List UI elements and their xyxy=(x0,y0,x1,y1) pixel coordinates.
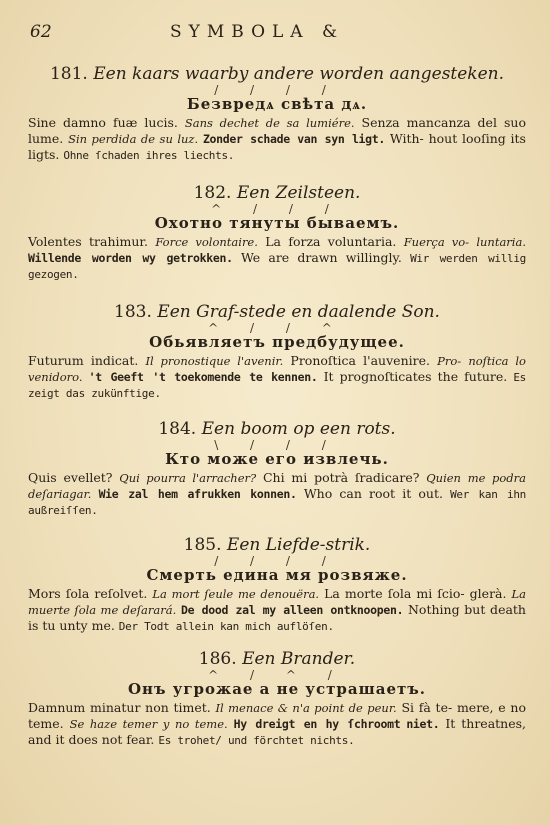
motto-text: Senza mancanza del xyxy=(354,115,497,130)
slavonic-motto: Кто може его извлечь. xyxy=(165,450,389,468)
motto-text: We are drawn willingly. xyxy=(232,250,402,265)
motto-italic: Pro- xyxy=(437,354,462,368)
motto-text: Futurum indicat. xyxy=(28,353,146,368)
motto-text: mere, e no teme. xyxy=(28,700,526,731)
motto-dutch: Zonder schade van syn ligt. xyxy=(202,132,386,146)
motto-dutch: niet. xyxy=(406,717,440,731)
slavonic-motto: Безвредѧ свѣта дѧ. xyxy=(186,95,368,113)
page-header xyxy=(30,22,520,46)
motto-italic: Sin perdida de su luz. xyxy=(68,132,199,146)
emblem-title xyxy=(28,419,526,439)
motto-german: Wer kan ihn außreiſſen. xyxy=(28,488,526,517)
accent-marks: / / / / xyxy=(214,83,340,97)
motto-italic: noſtica lo venidoro. xyxy=(28,354,526,384)
motto-italic: Quien xyxy=(426,471,461,485)
motto-text: glerà. xyxy=(469,586,512,601)
motto-text: Nothing but death is tu unty me. xyxy=(28,602,526,633)
motto-italic: Qui pourra l'arracher? xyxy=(119,471,257,485)
emblem-name: Een Brander. xyxy=(242,649,356,669)
motto-text: the future. xyxy=(437,369,514,384)
motto-text: Volentes trahimur. xyxy=(28,234,156,249)
emblem-name: Een Graf-stede en daalende Son. xyxy=(157,302,440,322)
motto-italic: La muerte ſola me deſarará. xyxy=(28,587,527,617)
slavonic-motto: Смерть едина мя розвяже. xyxy=(146,566,408,584)
motto-text: La morte ſola mi ſcio- xyxy=(319,586,465,601)
accent-marks: ^ / ^ / xyxy=(208,668,346,682)
motto-text: La forza voluntaria. xyxy=(257,234,404,249)
emblem-number: 182. xyxy=(193,183,232,203)
motto-italic: Force volontaire. xyxy=(155,235,258,249)
motto-text: It prognoſticates xyxy=(317,369,432,384)
motto-text: Damnum minatur non timet. xyxy=(28,700,216,715)
emblem-title xyxy=(28,64,526,84)
motto-italic: me podra deſariagar. xyxy=(28,471,526,501)
motto-text: Mors ſola reſolvet. xyxy=(28,586,153,601)
emblem-translations xyxy=(28,115,526,163)
motto-text: With- xyxy=(385,131,424,146)
emblem-entry xyxy=(28,302,526,401)
accent-marks: ^ / / ^ xyxy=(208,321,346,335)
motto-text: Chi mi potrà ſradicare? xyxy=(256,470,427,485)
motto-italic: La mort ſeule me denouëra. xyxy=(152,587,320,601)
accent-marks: / / / / xyxy=(214,554,340,568)
motto-italic: Il pronostique l'avenir. xyxy=(145,354,284,368)
emblem-entry xyxy=(28,649,526,748)
emblem-title xyxy=(28,649,526,669)
motto-dutch: Hy dreigt en hy ſchroomt xyxy=(233,717,401,731)
emblem-number: 186. xyxy=(198,649,237,669)
emblem-translations xyxy=(28,700,526,748)
motto-text: hout looſing its ligts. xyxy=(28,131,526,162)
emblem-name: Een boom op een rots. xyxy=(201,419,396,439)
emblem-translations xyxy=(28,353,526,401)
motto-text: It threatnes, and it does not fear. xyxy=(28,716,527,747)
accent-marks: ^ / / / xyxy=(211,202,343,216)
motto-text: Quis evellet? xyxy=(28,470,120,485)
motto-italic: Il menace & n'a point de peur. xyxy=(215,701,397,715)
motto-german: Der Todt allein kan mich auflöſen. xyxy=(118,620,334,633)
emblem-number: 184. xyxy=(158,419,197,439)
motto-text: Who can root it xyxy=(296,486,412,501)
motto-dutch: 't Geeft 't toekomende te kennen. xyxy=(88,370,318,384)
slavonic-motto: Охотно тянуты бываемъ. xyxy=(154,214,400,232)
emblem-number: 181. xyxy=(49,64,88,84)
motto-text: Si fà te- xyxy=(396,700,453,715)
emblem-title xyxy=(28,183,526,203)
motto-text xyxy=(91,486,98,501)
motto-dutch: De dood zal my alleen ontknoopen. xyxy=(181,603,404,617)
emblem-number: 183. xyxy=(114,302,152,322)
motto-italic: Sans dechet de sa lumiére. xyxy=(184,116,355,130)
emblem-title xyxy=(28,302,526,322)
emblem-name: Een kaars waarby andere worden aangesteken. xyxy=(93,64,505,84)
slavonic-motto: Обьявляетъ предбудущее. xyxy=(149,333,405,351)
emblem-entry xyxy=(28,419,526,518)
emblem-entry xyxy=(28,183,526,282)
emblem-translations xyxy=(28,586,526,634)
emblem-entry xyxy=(28,64,526,163)
emblem-name: Een Zeilsteen. xyxy=(236,183,361,203)
motto-italic: Se haze temer y no teme. xyxy=(69,717,228,731)
motto-text: Sine damno fuæ lucis. xyxy=(28,115,185,130)
motto-dutch: Wie zal hem afrukken konnen. xyxy=(98,487,297,501)
motto-dutch: Willende worden wy getrokken. xyxy=(28,251,233,265)
motto-german: Es zeigt das zukünftige. xyxy=(28,371,526,400)
motto-german: Wir werden willig gezogen. xyxy=(28,252,526,281)
emblem-title xyxy=(28,535,526,555)
motto-german: Es trohet/ und förchtet nichts. xyxy=(158,734,355,747)
accent-marks: \ / / / xyxy=(214,438,340,452)
motto-text: out. xyxy=(418,486,451,501)
emblem-translations xyxy=(28,470,526,518)
motto-text: Pronoſtica l'auvenire. xyxy=(283,353,438,368)
motto-german: Ohne ſchaden ihres liechts. xyxy=(63,149,235,162)
slavonic-motto: Онъ угрожае а не устрашаетъ. xyxy=(127,680,427,698)
motto-text: suo lume. xyxy=(28,115,526,146)
page-number: 62 xyxy=(30,22,52,42)
running-title: SYMBOLA & xyxy=(170,22,345,42)
emblem-number: 185. xyxy=(183,535,222,555)
motto-italic: Fuerça vo- xyxy=(403,235,470,249)
emblem-entry xyxy=(28,535,526,634)
emblem-translations xyxy=(28,234,526,282)
motto-italic: luntaria. xyxy=(476,235,526,249)
emblem-name: Een Liefde-strik. xyxy=(226,535,371,555)
